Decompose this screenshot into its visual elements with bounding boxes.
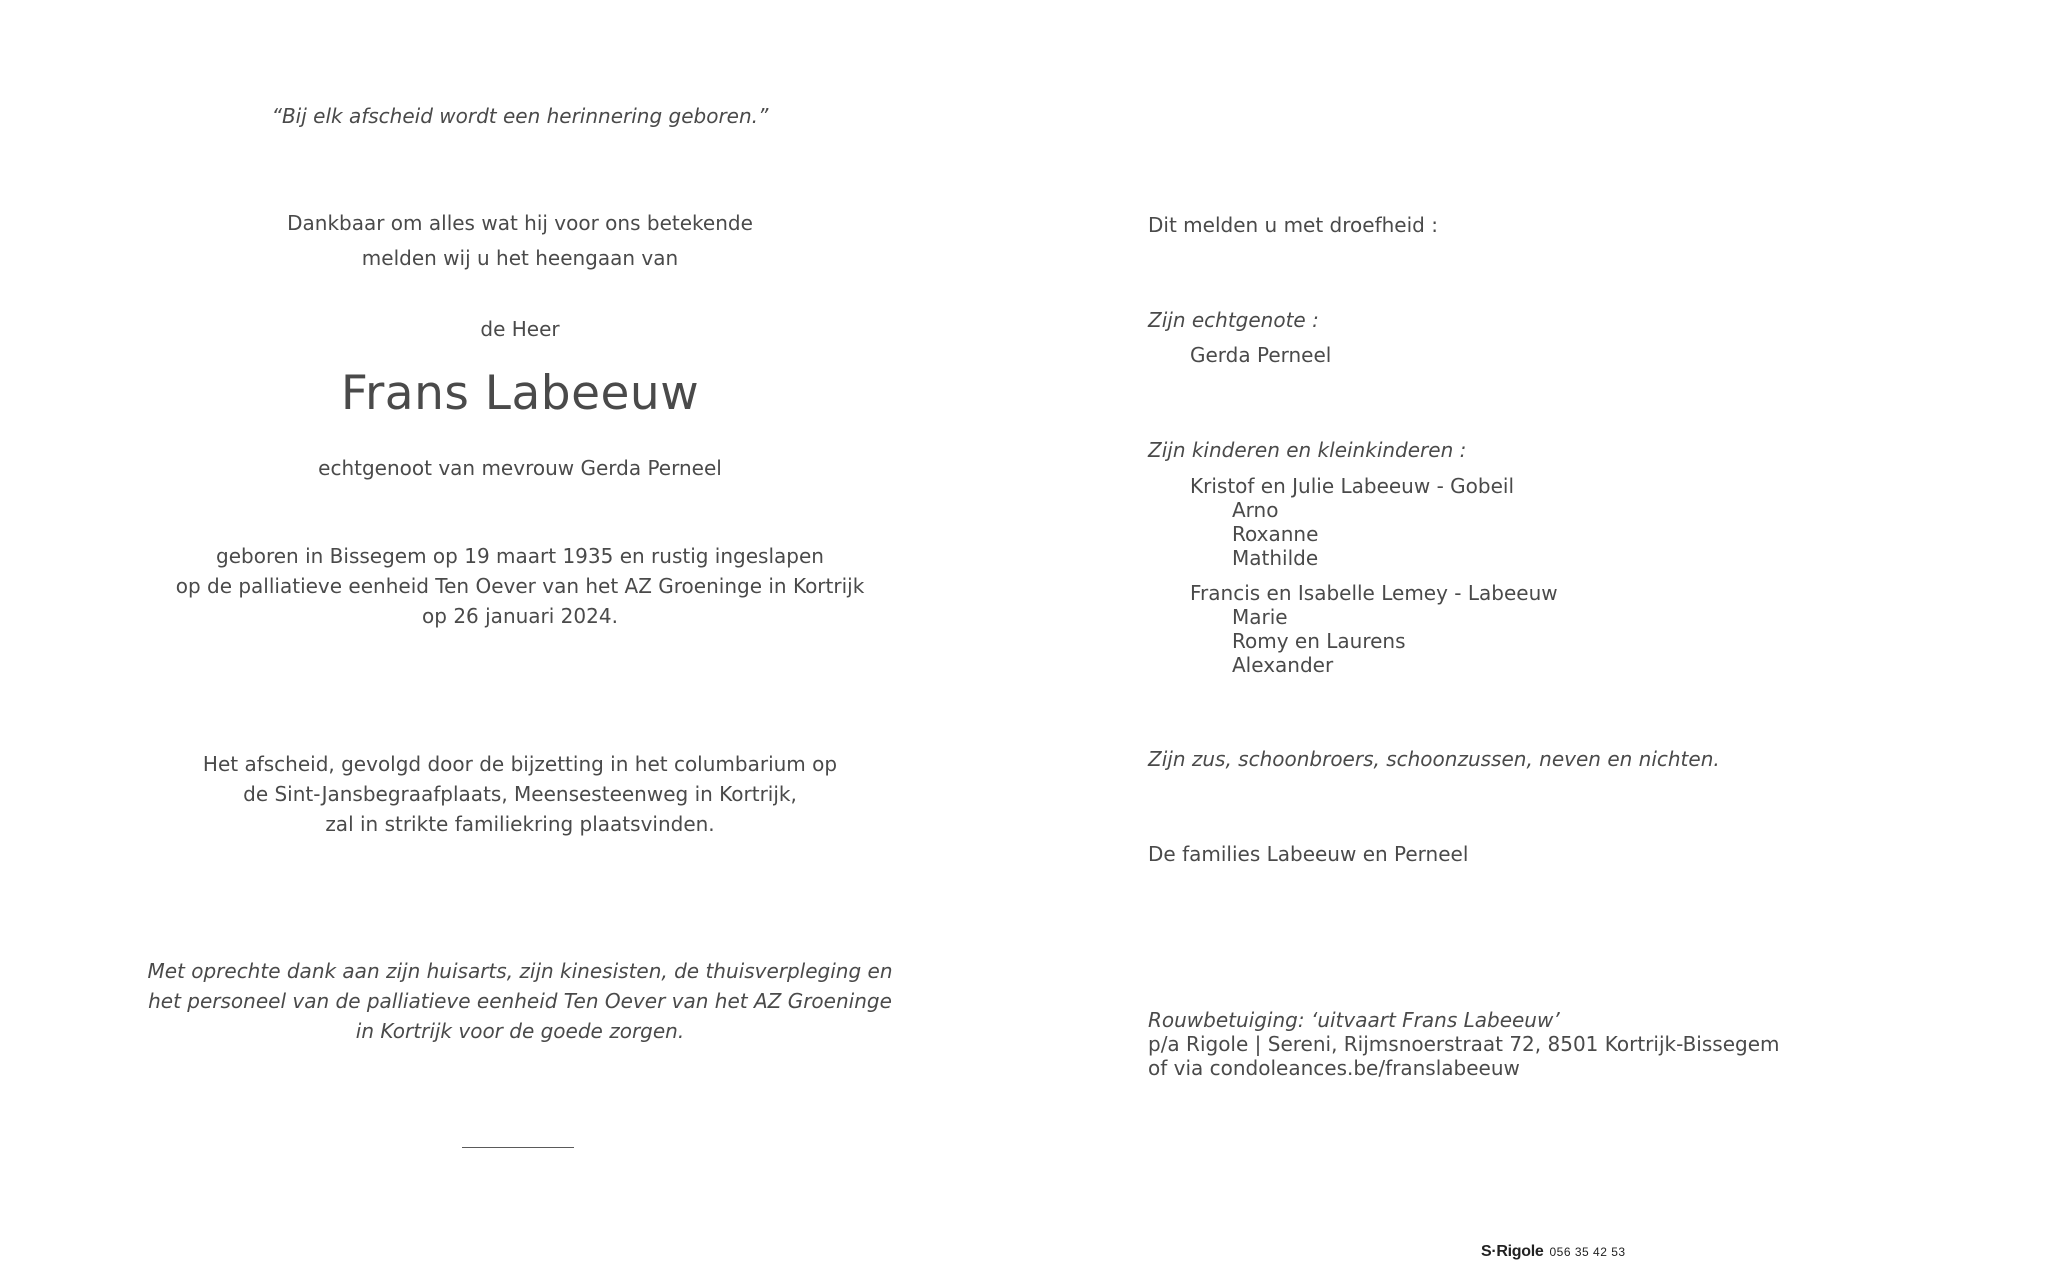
rigole-brand: S·Rigole bbox=[1481, 1243, 1544, 1260]
born-line-3: op 26 januari 2024. bbox=[422, 604, 618, 628]
funeral-home-logo bbox=[1481, 1241, 1626, 1261]
farewell-line-1: Het afscheid, gevolgd door de bijzetting in het columbarium op bbox=[202, 752, 838, 776]
condolence-heading: Rouwbetuiging: ‘uitvaart Frans Labeeuw’ bbox=[1148, 1008, 1560, 1032]
families-line: De families Labeeuw en Perneel bbox=[1148, 842, 1469, 866]
spouse-line: echtgenoot van mevrouw Gerda Perneel bbox=[318, 456, 722, 480]
announce-line: Dit melden u met droefheid : bbox=[1148, 213, 1438, 237]
grandchild-arno: Arno bbox=[1232, 498, 1279, 522]
divider-line bbox=[462, 1147, 574, 1148]
farewell-line-3: zal in strikte familiekring plaatsvinden. bbox=[325, 812, 715, 836]
grandchild-roxanne: Roxanne bbox=[1232, 522, 1319, 546]
deceased-name: Frans Labeeuw bbox=[340, 366, 700, 421]
grandchild-mathilde: Mathilde bbox=[1232, 546, 1319, 570]
thanks-line-1: Met oprechte dank aan zijn huisarts, zijn kinesisten, de thuisverpleging en bbox=[147, 959, 893, 983]
farewell-line-2: de Sint-Jansbegraafplaats, Meensesteenweg in Kortrijk, bbox=[243, 782, 797, 806]
born-line-2: op de palliatieve eenheid Ten Oever van het AZ Groeninge in Kortrijk bbox=[175, 574, 865, 598]
honorific: de Heer bbox=[480, 317, 560, 341]
family-2-parents: Francis en Isabelle Lemey - Labeeuw bbox=[1190, 581, 1558, 605]
grandchild-alexander: Alexander bbox=[1232, 653, 1334, 677]
thanks-line-2: het personeel van de palliatieve eenheid Ten Oever van het AZ Groeninge bbox=[148, 989, 892, 1013]
right-panel bbox=[1148, 0, 2008, 1273]
intro-line-2: melden wij u het heengaan van bbox=[361, 246, 679, 270]
spouse-name: Gerda Perneel bbox=[1190, 343, 1332, 367]
intro-line-1: Dankbaar om alles wat hij voor ons betekende bbox=[287, 211, 753, 235]
grandchild-marie: Marie bbox=[1232, 605, 1288, 629]
thanks-line-3: in Kortrijk voor de goede zorgen. bbox=[355, 1019, 685, 1043]
born-line-1: geboren in Bissegem op 19 maart 1935 en rustig ingeslapen bbox=[216, 544, 824, 568]
siblings-line: Zijn zus, schoonbroers, schoonzussen, neven en nichten. bbox=[1148, 747, 1720, 771]
condolence-address: p/a Rigole | Sereni, Rijmsnoerstraat 72, 8501 Kortrijk-Bissegem bbox=[1148, 1032, 1780, 1056]
condolence-website: of via condoleances.be/franslabeeuw bbox=[1148, 1056, 1520, 1080]
children-heading: Zijn kinderen en kleinkinderen : bbox=[1148, 438, 1467, 462]
family-1-parents: Kristof en Julie Labeeuw - Gobeil bbox=[1190, 474, 1514, 498]
quote: “Bij elk afscheid wordt een herinnering geboren.” bbox=[271, 104, 769, 128]
spouse-heading: Zijn echtgenote : bbox=[1148, 308, 1319, 332]
grandchild-romy-laurens: Romy en Laurens bbox=[1232, 629, 1406, 653]
phone-number: 056 35 42 53 bbox=[1549, 1245, 1626, 1259]
